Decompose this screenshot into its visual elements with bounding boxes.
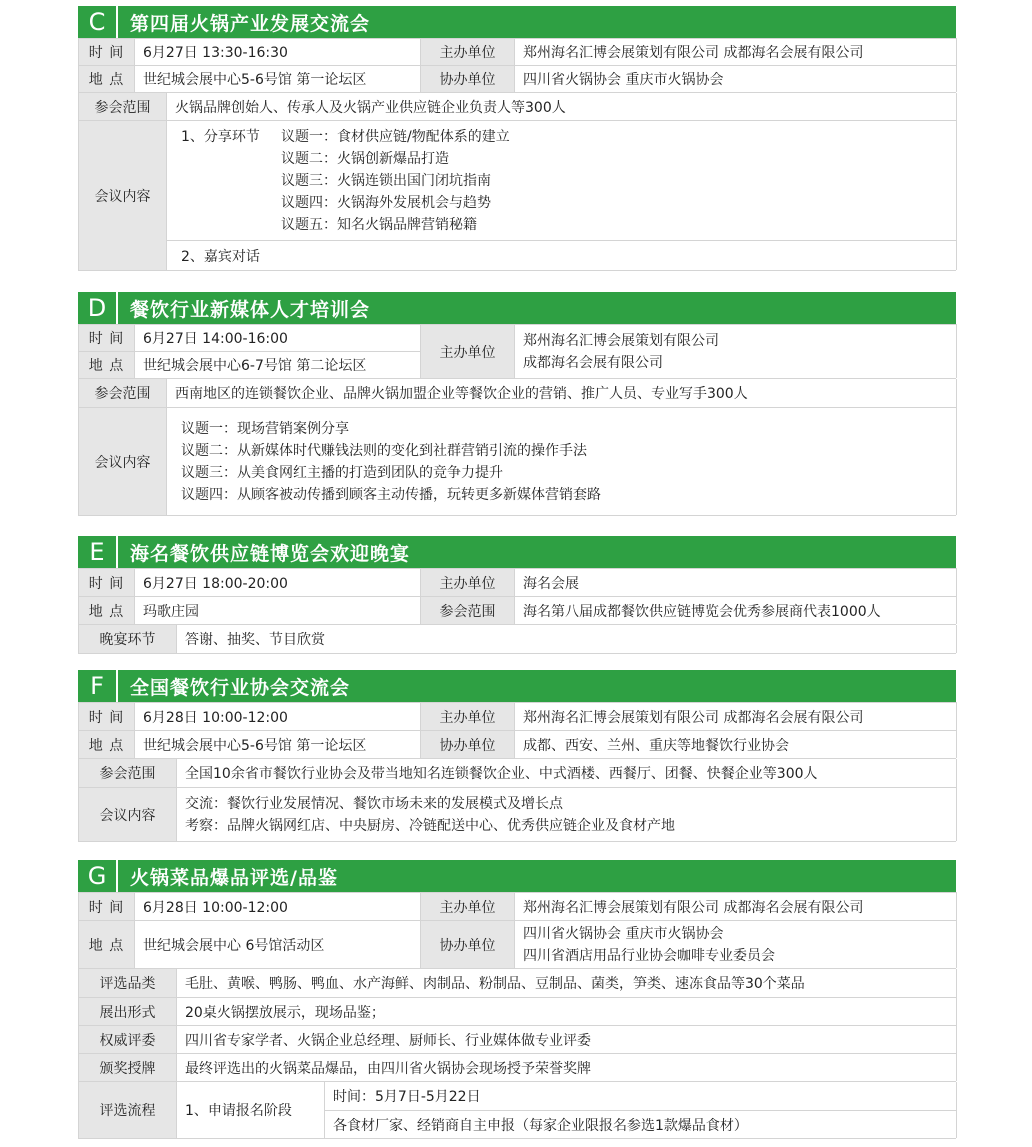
section-header (78, 860, 956, 892)
topic-item: 议题三：火锅连锁出国门闭坑指南 (281, 172, 491, 189)
section-c (78, 6, 956, 271)
time-label: 时 间 (79, 568, 135, 596)
place-value: 世纪城会展中心5-6号馆 第一论坛区 (135, 65, 421, 92)
judges-label: 权威评委 (79, 1025, 177, 1053)
time-value: 6月27日 13:30-16:30 (135, 38, 421, 65)
cohost-label: 协办单位 (421, 920, 515, 968)
section-header (78, 536, 956, 568)
cohost-line: 四川省酒店用品行业协会咖啡专业委员会 (523, 947, 775, 964)
process-label: 评选流程 (79, 1082, 177, 1138)
time-value: 6月28日 10:00-12:00 (135, 702, 421, 730)
content-label: 会议内容 (79, 120, 167, 270)
program-label: 晚宴环节 (79, 625, 177, 653)
time-value: 6月27日 14:00-16:00 (135, 324, 421, 351)
place-value: 世纪城会展中心 6号馆活动区 (135, 920, 421, 968)
time-label: 时 间 (79, 38, 135, 65)
place-value: 世纪城会展中心6-7号馆 第二论坛区 (135, 351, 421, 378)
content-lines (177, 787, 957, 841)
host-value: 郑州海名汇博会展策划有限公司 成都海名会展有限公司 (515, 702, 957, 730)
host-value: 郑州海名汇博会展策划有限公司 成都海名会展有限公司 (515, 892, 957, 920)
display-value: 20桌火锅摆放展示，现场品鉴； (177, 997, 957, 1025)
content-line: 考察：品牌火锅网红店、中央厨房、冷链配送中心、优秀供应链企业及食材产地 (185, 817, 675, 834)
topic-item: 议题三：从美食网红主播的打造到团队的竞争力提升 (181, 464, 503, 481)
display-label: 展出形式 (79, 997, 177, 1025)
section-g (78, 860, 956, 1139)
host-label: 主办单位 (421, 38, 515, 65)
category-value: 毛肚、黄喉、鸭肠、鸭血、水产海鲜、肉制品、粉制品、豆制品、菌类，笋类、速冻食品等30个菜品 (177, 969, 957, 997)
category-label: 评选品类 (79, 969, 177, 997)
scope-label: 参会范围 (79, 379, 167, 407)
judges-value: 四川省专家学者、火锅企业总经理、厨师长、行业媒体做专业评委 (177, 1025, 957, 1053)
time-value: 6月27日 18:00-20:00 (135, 568, 421, 596)
section-title: 全国餐饮行业协会交流会 (130, 676, 351, 699)
host-label: 主办单位 (421, 324, 515, 378)
scope-value: 全国10余省市餐饮行业协会及带当地知名连锁餐饮企业、中式酒楼、西餐厅、团餐、快餐企业等300人 (177, 759, 957, 787)
part1-label: 1、分享环节 (181, 128, 260, 145)
stage1-time: 时间：5月7日-5月22日 (325, 1082, 957, 1110)
part2-label: 2、嘉宾对话 (167, 240, 957, 270)
scope-value: 西南地区的连锁餐饮企业、品牌火锅加盟企业等餐饮企业的营销、推广人员、专业写手300人 (167, 379, 957, 407)
section-header (78, 292, 956, 324)
time-label: 时 间 (79, 702, 135, 730)
place-label: 地 点 (79, 351, 135, 378)
topic-item: 议题一：食材供应链/物配体系的建立 (281, 128, 510, 145)
topic-item: 议题五：知名火锅品牌营销秘籍 (281, 216, 477, 233)
place-label: 地 点 (79, 596, 135, 624)
cohost-value: 四川省火锅协会 重庆市火锅协会 (515, 65, 957, 92)
scope-label: 参会范围 (421, 596, 515, 624)
section-e (78, 536, 956, 654)
topic-item: 议题二：火锅创新爆品打造 (281, 150, 449, 167)
stage1-label: 1、申请报名阶段 (177, 1082, 325, 1138)
time-label: 时 间 (79, 892, 135, 920)
section-letter: F (78, 670, 118, 702)
place-value: 玛歌庄园 (135, 596, 421, 624)
section-d (78, 292, 956, 516)
award-value: 最终评选出的火锅菜品爆品，由四川省火锅协会现场授予荣誉奖牌 (177, 1053, 957, 1081)
section-title: 火锅菜品爆品评选/品鉴 (130, 866, 338, 889)
program-value: 答谢、抽奖、节目欣赏 (177, 625, 957, 653)
time-label: 时 间 (79, 324, 135, 351)
topic-item: 议题二：从新媒体时代赚钱法则的变化到社群营销引流的操作手法 (181, 442, 587, 459)
place-label: 地 点 (79, 730, 135, 758)
content-label: 会议内容 (79, 787, 177, 841)
host-line: 郑州海名汇博会展策划有限公司 (523, 332, 719, 349)
cohost-value: 成都、西安、兰州、重庆等地餐饮行业协会 (515, 730, 957, 758)
scope-value: 海名第八届成都餐饮供应链博览会优秀参展商代表1000人 (515, 596, 957, 624)
section-header (78, 670, 956, 702)
cohost-label: 协办单位 (421, 65, 515, 92)
scope-label: 参会范围 (79, 759, 177, 787)
host-label: 主办单位 (421, 702, 515, 730)
cohost-value (515, 920, 957, 968)
place-label: 地 点 (79, 65, 135, 92)
content-label: 会议内容 (79, 407, 167, 515)
cohost-line: 四川省火锅协会 重庆市火锅协会 (523, 925, 724, 942)
content-line: 交流：餐饮行业发展情况、餐饮市场未来的发展模式及增长点 (185, 795, 563, 812)
section-letter: G (78, 860, 118, 892)
place-label: 地 点 (79, 920, 135, 968)
topic-item: 议题四：从顾客被动传播到顾客主动传播，玩转更多新媒体营销套路 (181, 486, 601, 503)
section-title: 第四届火锅产业发展交流会 (130, 12, 371, 35)
host-value: 郑州海名汇博会展策划有限公司 成都海名会展有限公司 (515, 38, 957, 65)
content-topics (167, 120, 957, 240)
host-value (515, 324, 957, 378)
section-letter: E (78, 536, 118, 568)
place-value: 世纪城会展中心5-6号馆 第一论坛区 (135, 730, 421, 758)
stage1-desc: 各食材厂家、经销商自主申报（每家企业限报名参选1款爆品食材） (325, 1110, 957, 1138)
host-value: 海名会展 (515, 568, 957, 596)
content-topics (167, 407, 957, 515)
scope-label: 参会范围 (79, 93, 167, 120)
topic-item: 议题一：现场营销案例分享 (181, 420, 349, 437)
section-title: 餐饮行业新媒体人才培训会 (130, 298, 371, 321)
section-header (78, 6, 956, 38)
section-title: 海名餐饮供应链博览会欢迎晚宴 (130, 542, 411, 565)
scope-value: 火锅品牌创始人、传承人及火锅产业供应链企业负责人等300人 (167, 93, 957, 120)
cohost-label: 协办单位 (421, 730, 515, 758)
host-label: 主办单位 (421, 892, 515, 920)
award-label: 颁奖授牌 (79, 1053, 177, 1081)
time-value: 6月28日 10:00-12:00 (135, 892, 421, 920)
section-letter: D (78, 292, 118, 324)
section-f (78, 670, 956, 842)
host-label: 主办单位 (421, 568, 515, 596)
section-letter: C (78, 6, 118, 38)
topic-item: 议题四：火锅海外发展机会与趋势 (281, 194, 491, 211)
host-line: 成都海名会展有限公司 (523, 354, 663, 371)
